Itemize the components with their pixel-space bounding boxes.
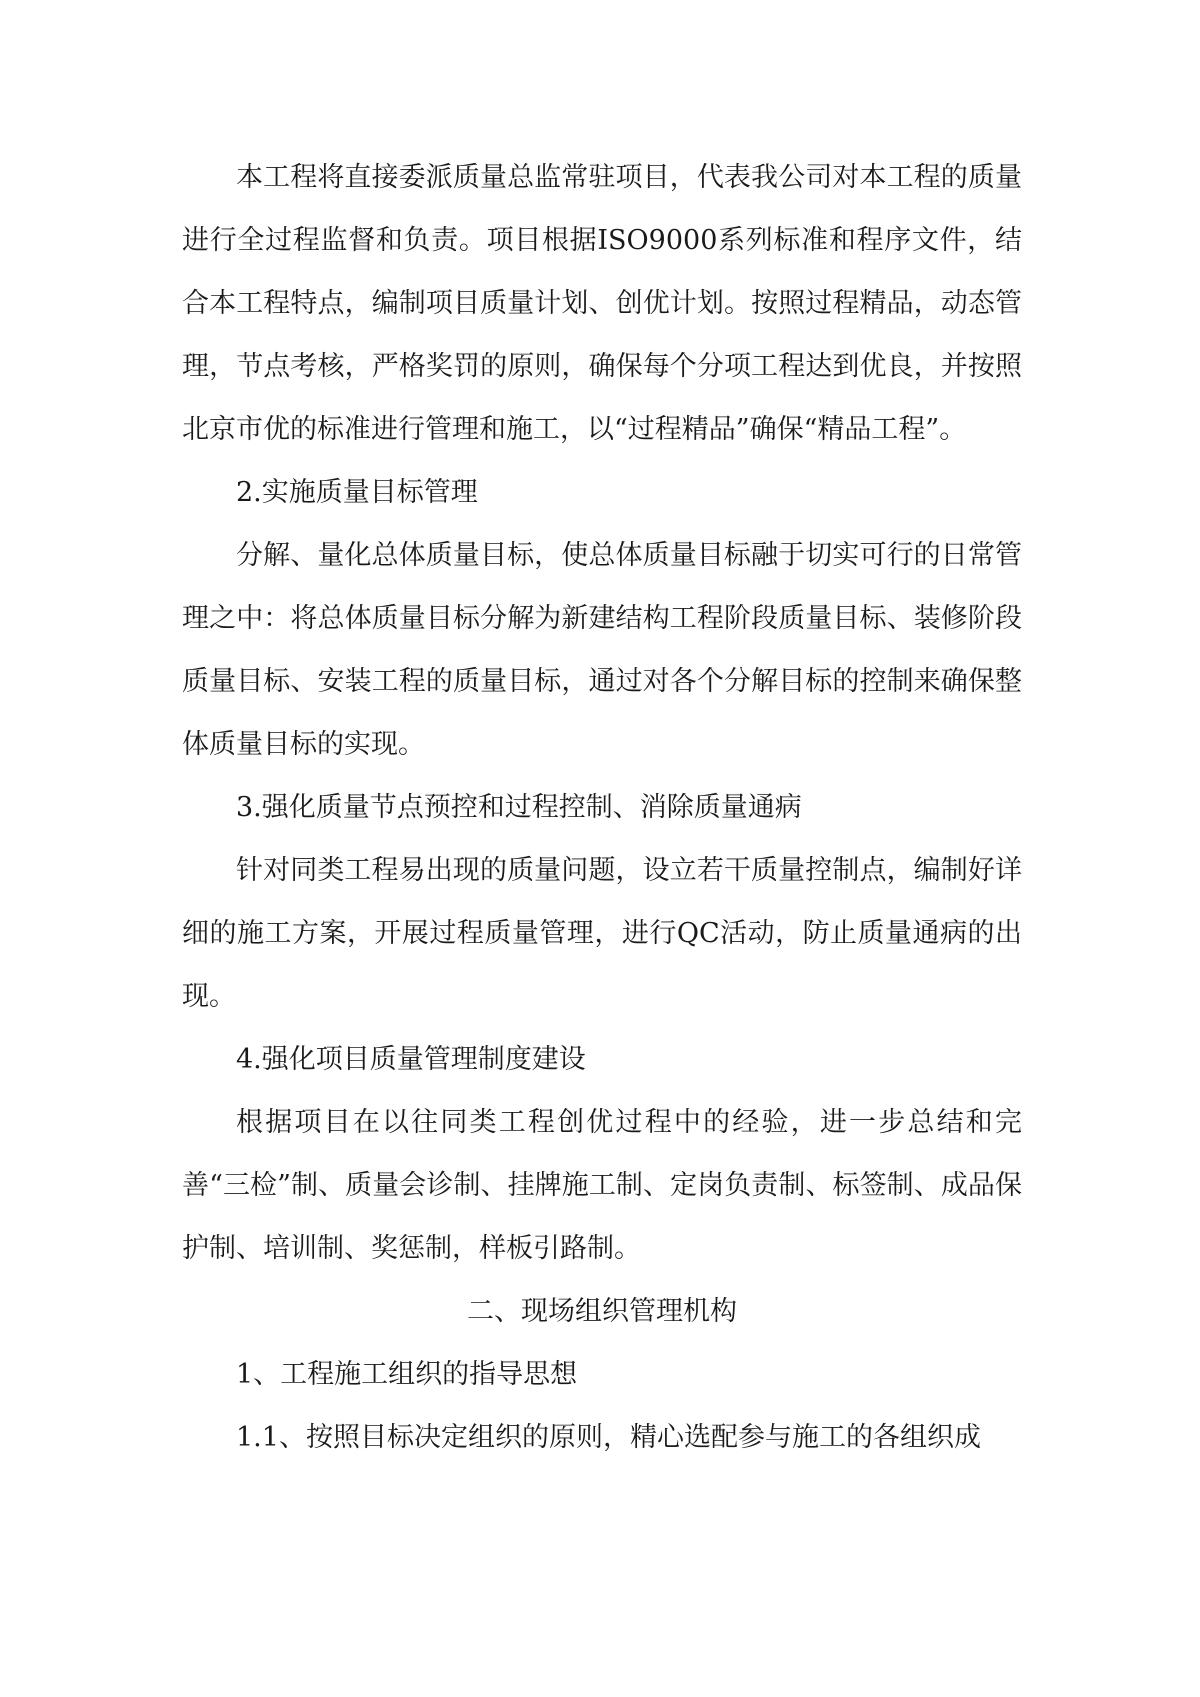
heading-quality-target-management: 2.实施质量目标管理 [236,477,478,508]
paragraph-quality-director: 本工程将直接委派质量总监常驻项目，代表我公司对本工程的质量进行全过程监督和负责。项目根据ISO9000系列标准和程序文件，结合本工程特点，编制项目质量计划、创优计划。按照过程精品，动态管理，节点考核，严格奖罚的原则，确保每个分项工程达到优良，并按照北京市优的标准进行管理和施工，以“过程精品”确保“精品工程”。 [182,162,1022,445]
document-body [182,146,1022,1469]
paragraph-target-decomposition: 分解、量化总体质量目标，使总体质量目标融于切实可行的日常管理之中：将总体质量目标分解为新建结构工程阶段质量目标、装修阶段质量目标、安装工程的质量目标，通过对各个分解目标的控制来确保整体质量目标的实现。 [182,540,1022,760]
sub-heading-guiding-ideology: 1、工程施工组织的指导思想 [236,1359,578,1390]
section-title-site-organization: 二、现场组织管理机构 [467,1296,737,1327]
paragraph-organization-principle: 1.1、按照目标决定组织的原则，精心选配参与施工的各组织成 [236,1422,981,1453]
paragraph-quality-control-points: 针对同类工程易出现的质量问题，设立若干质量控制点，编制好详细的施工方案，开展过程质量管理，进行QC活动，防止质量通病的出现。 [182,855,1022,1012]
heading-management-system: 4.强化项目质量管理制度建设 [236,1044,586,1075]
heading-node-control: 3.强化质量节点预控和过程控制、消除质量通病 [236,792,802,823]
paragraph-management-systems: 根据项目在以往同类工程创优过程中的经验，进一步总结和完善“三检”制、质量会诊制、挂牌施工制、定岗负责制、标签制、成品保护制、培训制、奖惩制，样板引路制。 [182,1107,1022,1264]
